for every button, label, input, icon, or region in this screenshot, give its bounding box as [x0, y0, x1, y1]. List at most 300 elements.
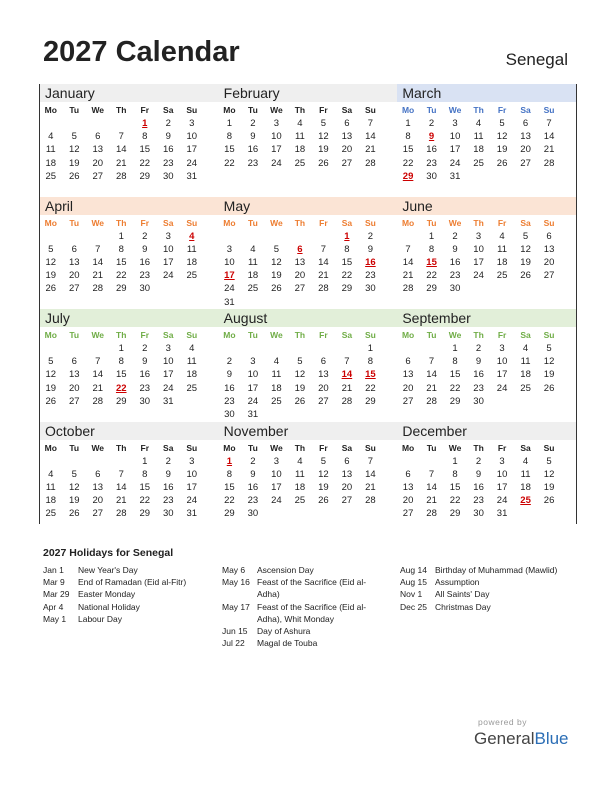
day-cell[interactable]: 14	[426, 369, 437, 381]
day-cell[interactable]: 4	[48, 131, 54, 143]
day-cell[interactable]: 6	[95, 468, 101, 480]
day-cell[interactable]: 16	[426, 144, 437, 156]
day-cell[interactable]: 29	[115, 395, 127, 407]
day-cell[interactable]: 21	[92, 270, 104, 282]
day-cell[interactable]: 13	[520, 131, 531, 143]
day-cell[interactable]: 20	[341, 481, 353, 493]
day-cell[interactable]: 19	[45, 270, 57, 282]
day-cell[interactable]: 26	[45, 283, 57, 295]
day-cell[interactable]: 22	[115, 270, 127, 282]
day-cell[interactable]: 23	[224, 395, 235, 407]
day-cell[interactable]: 26	[45, 395, 57, 407]
day-cell[interactable]: 23	[162, 495, 174, 507]
day-cell[interactable]: 24	[247, 395, 259, 407]
day-cell[interactable]: 30	[139, 395, 151, 407]
day-cell[interactable]: 13	[68, 256, 80, 268]
day-cell[interactable]: 31	[224, 296, 235, 308]
day-cell[interactable]: 19	[318, 144, 329, 156]
day-cell[interactable]: 9	[452, 243, 458, 255]
day-cell[interactable]: 3	[165, 230, 171, 242]
day-cell[interactable]: 20	[68, 270, 80, 282]
holiday-day[interactable]: 1	[344, 230, 350, 242]
day-cell[interactable]: 13	[402, 481, 414, 493]
day-cell[interactable]: 24	[224, 283, 235, 295]
day-cell[interactable]: 3	[189, 118, 195, 129]
day-cell[interactable]: 8	[428, 243, 435, 255]
day-cell[interactable]: 28	[92, 283, 104, 295]
day-cell[interactable]: 26	[496, 157, 508, 169]
day-cell[interactable]: 17	[162, 369, 174, 381]
day-cell[interactable]: 14	[92, 369, 104, 381]
holiday-day[interactable]: 22	[115, 382, 127, 394]
day-cell[interactable]: 25	[45, 508, 57, 520]
day-cell[interactable]: 9	[250, 131, 256, 143]
day-cell[interactable]: 28	[402, 283, 414, 295]
day-cell[interactable]: 18	[186, 256, 198, 268]
day-cell[interactable]: 31	[496, 508, 508, 520]
day-cell[interactable]: 24	[162, 382, 174, 394]
day-cell[interactable]: 25	[473, 157, 484, 169]
day-cell[interactable]: 4	[250, 243, 256, 255]
day-cell[interactable]: 13	[294, 256, 306, 268]
day-cell[interactable]: 3	[475, 230, 482, 242]
day-cell[interactable]: 10	[473, 243, 484, 255]
day-cell[interactable]: 16	[139, 256, 151, 268]
day-cell[interactable]: 24	[449, 157, 461, 169]
day-cell[interactable]: 6	[405, 356, 411, 368]
day-cell[interactable]: 31	[186, 170, 198, 182]
day-cell[interactable]: 13	[92, 144, 104, 156]
day-cell[interactable]: 14	[115, 481, 127, 493]
day-cell[interactable]: 30	[247, 508, 259, 520]
day-cell[interactable]: 22	[139, 495, 151, 507]
day-cell[interactable]: 20	[402, 495, 414, 507]
day-cell[interactable]: 2	[142, 230, 148, 242]
day-cell[interactable]: 8	[142, 468, 148, 480]
day-cell[interactable]: 30	[473, 508, 484, 520]
day-cell[interactable]: 1	[142, 455, 148, 467]
day-cell[interactable]: 29	[115, 283, 127, 295]
day-cell[interactable]: 22	[139, 157, 151, 169]
day-cell[interactable]: 27	[341, 157, 353, 169]
day-cell[interactable]: 10	[162, 243, 174, 255]
day-cell[interactable]: 1	[226, 118, 233, 129]
day-cell[interactable]: 9	[142, 356, 148, 368]
day-cell[interactable]: 11	[497, 243, 508, 255]
day-cell[interactable]: 27	[402, 508, 414, 520]
day-cell[interactable]: 18	[294, 144, 306, 156]
day-cell[interactable]: 8	[118, 243, 124, 255]
day-cell[interactable]: 25	[186, 382, 198, 394]
day-cell[interactable]: 10	[224, 256, 235, 268]
day-cell[interactable]: 2	[475, 343, 482, 354]
day-cell[interactable]: 15	[402, 144, 414, 156]
day-cell[interactable]: 7	[428, 468, 435, 480]
day-cell[interactable]: 27	[318, 395, 329, 407]
day-cell[interactable]: 15	[115, 256, 127, 268]
day-cell[interactable]: 4	[522, 343, 529, 354]
day-cell[interactable]: 23	[139, 270, 151, 282]
day-cell[interactable]: 11	[294, 131, 305, 143]
day-cell[interactable]: 20	[543, 256, 555, 268]
day-cell[interactable]: 14	[318, 256, 329, 268]
day-cell[interactable]: 5	[71, 131, 77, 143]
day-cell[interactable]: 29	[449, 508, 461, 520]
day-cell[interactable]: 21	[426, 382, 437, 394]
day-cell[interactable]: 30	[162, 508, 174, 520]
day-cell[interactable]: 12	[271, 256, 282, 268]
day-cell[interactable]: 18	[520, 369, 531, 381]
day-cell[interactable]: 28	[365, 157, 376, 169]
day-cell[interactable]: 19	[271, 270, 282, 282]
day-cell[interactable]: 4	[499, 230, 505, 242]
day-cell[interactable]: 12	[45, 369, 57, 381]
day-cell[interactable]: 23	[473, 495, 484, 507]
day-cell[interactable]: 1	[367, 343, 374, 354]
day-cell[interactable]: 7	[118, 468, 124, 480]
day-cell[interactable]: 26	[520, 270, 531, 282]
day-cell[interactable]: 17	[473, 256, 484, 268]
day-cell[interactable]: 20	[294, 270, 306, 282]
day-cell[interactable]: 6	[95, 131, 101, 143]
day-cell[interactable]: 6	[522, 118, 529, 129]
day-cell[interactable]: 2	[226, 356, 233, 368]
day-cell[interactable]: 26	[318, 157, 329, 169]
day-cell[interactable]: 20	[68, 382, 80, 394]
day-cell[interactable]: 12	[520, 243, 531, 255]
day-cell[interactable]: 8	[344, 243, 350, 255]
day-cell[interactable]: 2	[250, 455, 256, 467]
holiday-day[interactable]: 1	[142, 118, 148, 129]
day-cell[interactable]: 29	[139, 508, 151, 520]
day-cell[interactable]: 27	[341, 495, 353, 507]
day-cell[interactable]: 13	[92, 481, 104, 493]
day-cell[interactable]: 13	[402, 369, 414, 381]
day-cell[interactable]: 4	[297, 455, 303, 467]
holiday-day[interactable]: 15	[426, 256, 437, 268]
day-cell[interactable]: 22	[365, 382, 376, 394]
day-cell[interactable]: 15	[115, 369, 127, 381]
day-cell[interactable]: 9	[250, 468, 256, 480]
day-cell[interactable]: 12	[68, 481, 80, 493]
day-cell[interactable]: 17	[186, 481, 198, 493]
day-cell[interactable]: 3	[189, 455, 195, 467]
day-cell[interactable]: 17	[271, 144, 282, 156]
day-cell[interactable]: 17	[186, 144, 198, 156]
day-cell[interactable]: 24	[186, 495, 198, 507]
day-cell[interactable]: 18	[520, 481, 531, 493]
day-cell[interactable]: 17	[247, 382, 259, 394]
day-cell[interactable]: 11	[271, 369, 282, 381]
day-cell[interactable]: 28	[115, 508, 127, 520]
day-cell[interactable]: 20	[92, 157, 104, 169]
day-cell[interactable]: 28	[426, 395, 437, 407]
day-cell[interactable]: 30	[473, 395, 484, 407]
day-cell[interactable]: 11	[186, 243, 197, 255]
day-cell[interactable]: 28	[318, 283, 329, 295]
day-cell[interactable]: 29	[224, 508, 235, 520]
day-cell[interactable]: 13	[318, 369, 329, 381]
day-cell[interactable]: 7	[367, 455, 374, 467]
brand-logo[interactable]	[474, 729, 569, 749]
day-cell[interactable]: 7	[95, 356, 101, 368]
day-cell[interactable]: 17	[162, 256, 174, 268]
day-cell[interactable]: 18	[473, 144, 484, 156]
day-cell[interactable]: 8	[142, 131, 148, 143]
day-cell[interactable]: 22	[341, 270, 353, 282]
day-cell[interactable]: 5	[320, 455, 327, 467]
day-cell[interactable]: 3	[226, 243, 233, 255]
day-cell[interactable]: 3	[499, 455, 505, 467]
day-cell[interactable]: 7	[344, 356, 350, 368]
day-cell[interactable]: 15	[449, 369, 461, 381]
day-cell[interactable]: 17	[271, 481, 282, 493]
day-cell[interactable]: 26	[68, 508, 80, 520]
holiday-day[interactable]: 17	[224, 270, 235, 282]
day-cell[interactable]: 22	[426, 270, 437, 282]
day-cell[interactable]: 15	[224, 481, 235, 493]
day-cell[interactable]: 11	[520, 356, 531, 368]
day-cell[interactable]: 12	[543, 468, 555, 480]
day-cell[interactable]: 5	[320, 118, 327, 129]
day-cell[interactable]: 21	[115, 157, 127, 169]
day-cell[interactable]: 24	[186, 157, 198, 169]
day-cell[interactable]: 14	[365, 131, 376, 143]
day-cell[interactable]: 27	[520, 157, 531, 169]
day-cell[interactable]: 23	[473, 382, 484, 394]
day-cell[interactable]: 29	[341, 283, 353, 295]
day-cell[interactable]: 22	[449, 495, 461, 507]
day-cell[interactable]: 19	[520, 256, 531, 268]
day-cell[interactable]: 2	[475, 455, 482, 467]
day-cell[interactable]: 26	[543, 495, 555, 507]
day-cell[interactable]: 18	[496, 256, 508, 268]
day-cell[interactable]: 21	[543, 144, 555, 156]
day-cell[interactable]: 10	[496, 468, 508, 480]
day-cell[interactable]: 6	[320, 356, 327, 368]
day-cell[interactable]: 12	[68, 144, 80, 156]
day-cell[interactable]: 18	[247, 270, 259, 282]
day-cell[interactable]: 30	[224, 409, 235, 420]
day-cell[interactable]: 8	[405, 131, 411, 143]
day-cell[interactable]: 30	[162, 170, 174, 182]
day-cell[interactable]: 21	[365, 481, 376, 493]
day-cell[interactable]: 25	[247, 283, 259, 295]
holiday-day[interactable]: 15	[365, 369, 376, 381]
day-cell[interactable]: 19	[543, 481, 555, 493]
day-cell[interactable]: 7	[118, 131, 124, 143]
day-cell[interactable]: 21	[365, 144, 376, 156]
day-cell[interactable]: 5	[546, 455, 552, 467]
day-cell[interactable]: 29	[139, 170, 151, 182]
day-cell[interactable]: 1	[118, 343, 124, 354]
day-cell[interactable]: 12	[543, 356, 555, 368]
day-cell[interactable]: 14	[365, 468, 376, 480]
day-cell[interactable]: 28	[426, 508, 437, 520]
day-cell[interactable]: 5	[48, 243, 54, 255]
day-cell[interactable]: 9	[165, 131, 171, 143]
holiday-day[interactable]: 29	[402, 170, 414, 182]
day-cell[interactable]: 30	[449, 283, 461, 295]
day-cell[interactable]: 9	[475, 468, 482, 480]
day-cell[interactable]: 21	[115, 495, 127, 507]
day-cell[interactable]: 5	[499, 118, 505, 129]
day-cell[interactable]: 5	[522, 230, 529, 242]
day-cell[interactable]: 1	[452, 343, 458, 354]
day-cell[interactable]: 18	[45, 157, 57, 169]
day-cell[interactable]: 14	[92, 256, 104, 268]
day-cell[interactable]: 23	[365, 270, 376, 282]
day-cell[interactable]: 21	[426, 495, 437, 507]
day-cell[interactable]: 19	[318, 481, 329, 493]
day-cell[interactable]: 2	[165, 118, 171, 129]
day-cell[interactable]: 9	[475, 356, 482, 368]
day-cell[interactable]: 28	[543, 157, 555, 169]
day-cell[interactable]: 6	[71, 243, 77, 255]
day-cell[interactable]: 2	[367, 230, 374, 242]
day-cell[interactable]: 17	[449, 144, 461, 156]
day-cell[interactable]: 21	[341, 382, 353, 394]
day-cell[interactable]: 15	[139, 144, 151, 156]
day-cell[interactable]: 31	[449, 170, 461, 182]
day-cell[interactable]: 5	[297, 356, 303, 368]
day-cell[interactable]: 13	[341, 468, 353, 480]
day-cell[interactable]: 15	[224, 144, 235, 156]
day-cell[interactable]: 25	[496, 270, 508, 282]
day-cell[interactable]: 16	[224, 382, 235, 394]
day-cell[interactable]: 10	[449, 131, 461, 143]
day-cell[interactable]: 24	[496, 495, 508, 507]
day-cell[interactable]: 24	[271, 157, 282, 169]
day-cell[interactable]: 29	[365, 395, 376, 407]
holiday-day[interactable]: 16	[365, 256, 376, 268]
day-cell[interactable]: 12	[45, 256, 57, 268]
day-cell[interactable]: 18	[45, 495, 57, 507]
day-cell[interactable]: 22	[402, 157, 414, 169]
day-cell[interactable]: 26	[68, 170, 80, 182]
day-cell[interactable]: 31	[162, 395, 174, 407]
day-cell[interactable]: 8	[367, 356, 374, 368]
day-cell[interactable]: 19	[496, 144, 508, 156]
day-cell[interactable]: 11	[186, 356, 197, 368]
holiday-day[interactable]: 14	[341, 369, 353, 381]
day-cell[interactable]: 23	[139, 382, 151, 394]
day-cell[interactable]: 27	[92, 508, 104, 520]
day-cell[interactable]: 29	[426, 283, 437, 295]
day-cell[interactable]: 7	[320, 243, 327, 255]
day-cell[interactable]: 4	[273, 356, 280, 368]
day-cell[interactable]: 3	[250, 356, 256, 368]
day-cell[interactable]: 10	[496, 356, 508, 368]
day-cell[interactable]: 7	[546, 118, 552, 129]
day-cell[interactable]: 16	[247, 481, 259, 493]
day-cell[interactable]: 6	[546, 230, 552, 242]
day-cell[interactable]: 28	[365, 495, 376, 507]
day-cell[interactable]: 23	[449, 270, 461, 282]
day-cell[interactable]: 19	[45, 382, 57, 394]
day-cell[interactable]: 27	[68, 283, 80, 295]
day-cell[interactable]: 2	[165, 455, 171, 467]
day-cell[interactable]: 4	[48, 468, 54, 480]
day-cell[interactable]: 2	[142, 343, 148, 354]
day-cell[interactable]: 31	[186, 508, 198, 520]
day-cell[interactable]: 25	[520, 382, 531, 394]
day-cell[interactable]: 16	[162, 144, 174, 156]
day-cell[interactable]: 7	[367, 118, 374, 129]
day-cell[interactable]: 19	[68, 495, 80, 507]
day-cell[interactable]: 26	[294, 395, 306, 407]
day-cell[interactable]: 28	[92, 395, 104, 407]
day-cell[interactable]: 11	[473, 131, 484, 143]
day-cell[interactable]: 18	[294, 481, 306, 493]
day-cell[interactable]: 3	[273, 455, 280, 467]
day-cell[interactable]: 1	[452, 455, 458, 467]
day-cell[interactable]: 31	[247, 409, 259, 420]
day-cell[interactable]: 16	[162, 481, 174, 493]
day-cell[interactable]: 4	[297, 118, 303, 129]
day-cell[interactable]: 1	[118, 230, 124, 242]
day-cell[interactable]: 29	[449, 395, 461, 407]
holiday-day[interactable]: 6	[297, 243, 303, 255]
day-cell[interactable]: 1	[428, 230, 435, 242]
day-cell[interactable]: 12	[294, 369, 306, 381]
day-cell[interactable]: 20	[92, 495, 104, 507]
day-cell[interactable]: 14	[426, 481, 437, 493]
day-cell[interactable]: 8	[226, 131, 233, 143]
day-cell[interactable]: 13	[341, 131, 353, 143]
day-cell[interactable]: 30	[365, 283, 376, 295]
day-cell[interactable]: 26	[543, 382, 555, 394]
day-cell[interactable]: 7	[405, 243, 411, 255]
day-cell[interactable]: 20	[318, 382, 329, 394]
day-cell[interactable]: 24	[496, 382, 508, 394]
day-cell[interactable]: 23	[247, 495, 259, 507]
day-cell[interactable]: 10	[271, 131, 282, 143]
day-cell[interactable]: 16	[247, 144, 259, 156]
day-cell[interactable]: 17	[496, 369, 508, 381]
day-cell[interactable]: 15	[449, 481, 461, 493]
day-cell[interactable]: 10	[186, 131, 198, 143]
day-cell[interactable]: 28	[341, 395, 353, 407]
day-cell[interactable]: 9	[226, 369, 233, 381]
day-cell[interactable]: 22	[224, 495, 235, 507]
day-cell[interactable]: 28	[115, 170, 127, 182]
holiday-day[interactable]: 1	[226, 455, 233, 467]
day-cell[interactable]: 19	[543, 369, 555, 381]
day-cell[interactable]: 15	[139, 481, 151, 493]
day-cell[interactable]: 11	[294, 468, 305, 480]
day-cell[interactable]: 12	[496, 131, 508, 143]
day-cell[interactable]: 5	[48, 356, 54, 368]
day-cell[interactable]: 2	[452, 230, 458, 242]
day-cell[interactable]: 10	[247, 369, 259, 381]
day-cell[interactable]: 25	[294, 157, 306, 169]
day-cell[interactable]: 26	[271, 283, 282, 295]
day-cell[interactable]: 27	[92, 170, 104, 182]
day-cell[interactable]: 19	[68, 157, 80, 169]
day-cell[interactable]: 16	[449, 256, 461, 268]
day-cell[interactable]: 24	[473, 270, 484, 282]
holiday-day[interactable]: 9	[428, 131, 435, 143]
day-cell[interactable]: 13	[68, 369, 80, 381]
day-cell[interactable]: 4	[522, 455, 529, 467]
day-cell[interactable]: 21	[402, 270, 414, 282]
day-cell[interactable]: 16	[473, 369, 484, 381]
day-cell[interactable]: 8	[452, 356, 458, 368]
day-cell[interactable]: 23	[162, 157, 174, 169]
day-cell[interactable]: 22	[449, 382, 461, 394]
day-cell[interactable]: 27	[294, 283, 306, 295]
